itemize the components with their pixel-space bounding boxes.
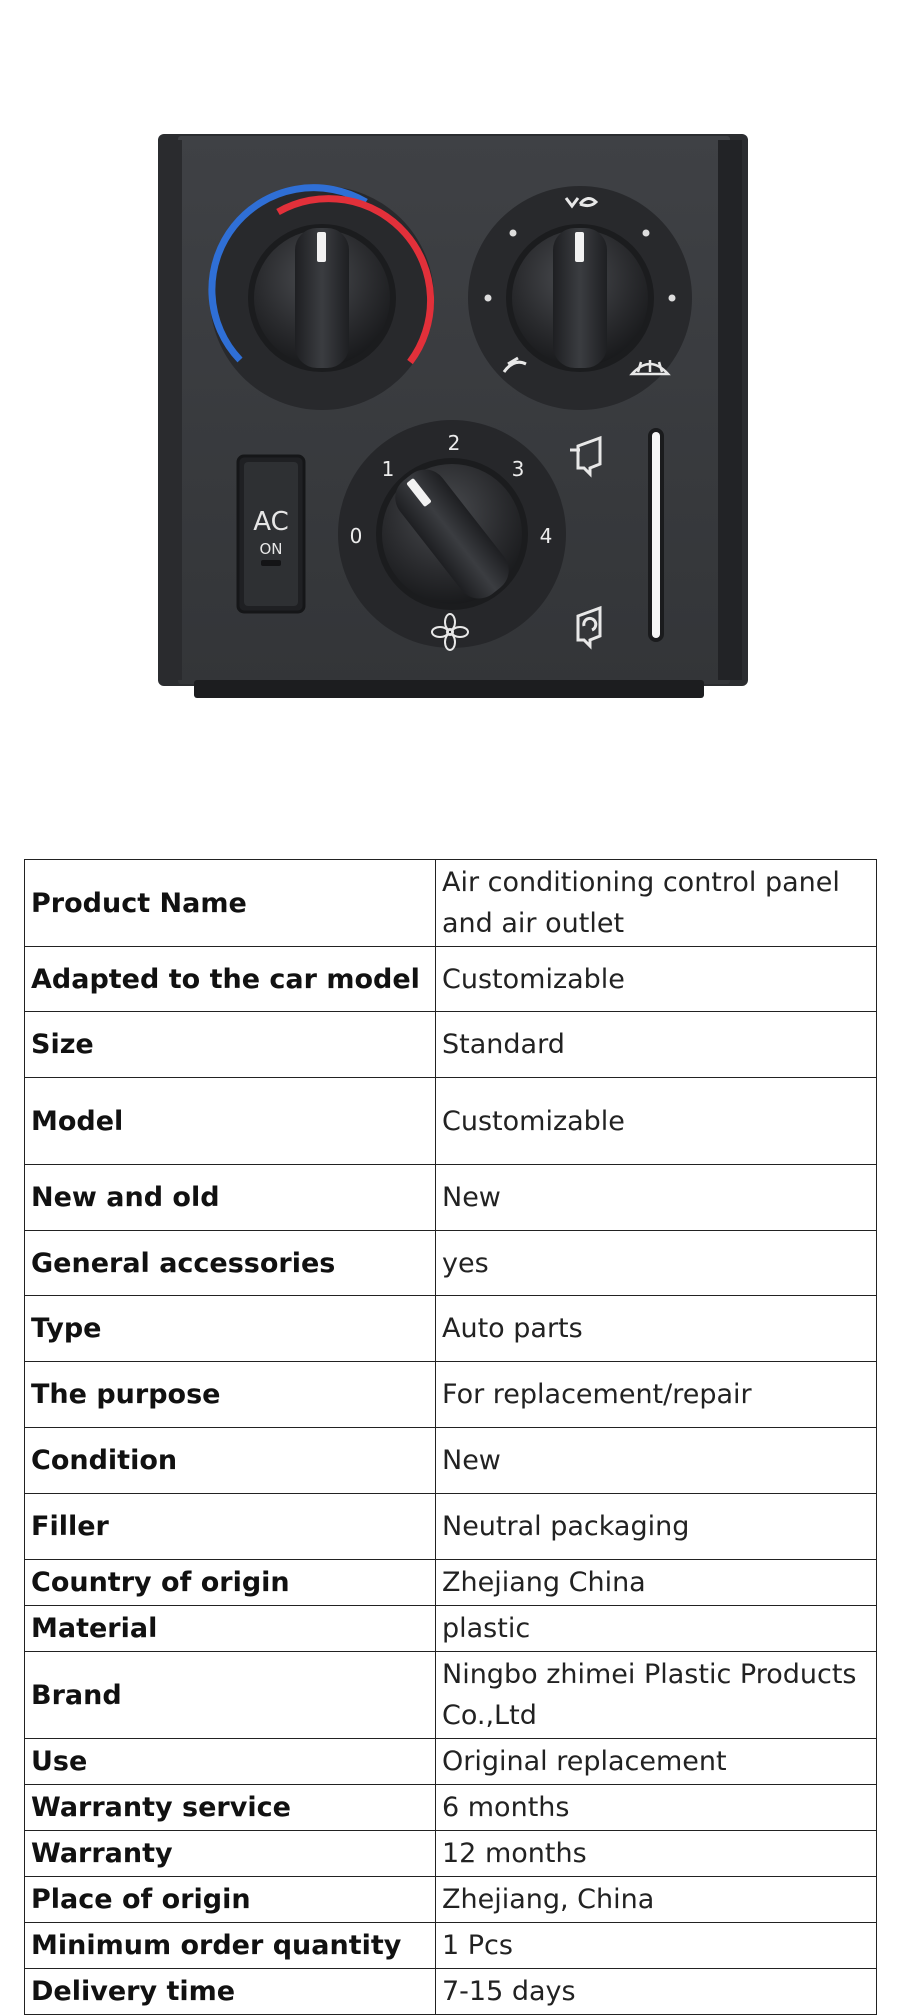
spec-value: Zhejiang, China — [436, 1877, 877, 1923]
spec-key: New and old — [25, 1165, 436, 1231]
ac-button-sublabel: ON — [259, 540, 283, 558]
ac-button[interactable] — [238, 456, 304, 612]
spec-value: 1 Pcs — [436, 1923, 877, 1969]
ac-indicator-led — [261, 560, 281, 566]
spec-row — [25, 860, 877, 947]
spec-value: Customizable — [436, 947, 877, 1012]
product-photo — [0, 0, 902, 780]
fan-scale-2: 2 — [447, 431, 461, 455]
recirculation-slider[interactable] — [648, 428, 664, 642]
spec-row — [25, 1165, 877, 1231]
spec-value: yes — [436, 1231, 877, 1296]
spec-value: Zhejiang China — [436, 1560, 877, 1606]
spec-key: Warranty — [25, 1831, 436, 1877]
air-distribution-knob[interactable] — [468, 186, 692, 410]
spec-row — [25, 1428, 877, 1494]
spec-row — [25, 1606, 877, 1652]
spec-row — [25, 947, 877, 1012]
spec-key: Size — [25, 1012, 436, 1078]
spec-key: Country of origin — [25, 1560, 436, 1606]
spec-value: 12 months — [436, 1831, 877, 1877]
spec-row — [25, 1296, 877, 1362]
fan-scale-0: 0 — [349, 524, 363, 548]
spec-row — [25, 1969, 877, 2015]
spec-value: 6 months — [436, 1785, 877, 1831]
temperature-indicator — [317, 232, 326, 262]
fan-scale-3: 3 — [511, 457, 525, 481]
spec-value: Standard — [436, 1012, 877, 1078]
spec-key: Type — [25, 1296, 436, 1362]
spec-key: Model — [25, 1078, 436, 1165]
spec-row — [25, 1494, 877, 1560]
spec-key: Condition — [25, 1428, 436, 1494]
spec-value: New — [436, 1165, 877, 1231]
spec-value: Ningbo zhimei Plastic Products Co.,Ltd — [436, 1652, 877, 1739]
spec-row — [25, 1231, 877, 1296]
spec-value: 7-15 days — [436, 1969, 877, 2015]
spec-key: Filler — [25, 1494, 436, 1560]
spec-row — [25, 1560, 877, 1606]
spec-key: Brand — [25, 1652, 436, 1739]
spec-key: Adapted to the car model — [25, 947, 436, 1012]
fan-scale-1: 1 — [381, 457, 395, 481]
spec-row — [25, 1785, 877, 1831]
temperature-knob[interactable] — [210, 186, 434, 410]
spec-key: Delivery time — [25, 1969, 436, 2015]
spec-row — [25, 1739, 877, 1785]
spec-value: For replacement/repair — [436, 1362, 877, 1428]
spec-value: Auto parts — [436, 1296, 877, 1362]
spec-table — [24, 859, 877, 2015]
air-distribution-indicator — [575, 232, 584, 262]
spec-key: Place of origin — [25, 1877, 436, 1923]
spec-table-body — [25, 860, 877, 2015]
spec-value: New — [436, 1428, 877, 1494]
spec-key: Warranty service — [25, 1785, 436, 1831]
spec-key: The purpose — [25, 1362, 436, 1428]
spec-key: Material — [25, 1606, 436, 1652]
spec-value: Customizable — [436, 1078, 877, 1165]
spec-row — [25, 1652, 877, 1739]
spec-row — [25, 1362, 877, 1428]
spec-key: Product Name — [25, 860, 436, 947]
spec-value: Original replacement — [436, 1739, 877, 1785]
spec-row — [25, 1078, 877, 1165]
fan-scale-4: 4 — [539, 524, 553, 548]
spec-row — [25, 1831, 877, 1877]
spec-row — [25, 1012, 877, 1078]
spec-value: Air conditioning control panel and air outlet — [436, 860, 877, 947]
spec-key: Minimum order quantity — [25, 1923, 436, 1969]
spec-key: Use — [25, 1739, 436, 1785]
spec-key: General accessories — [25, 1231, 436, 1296]
spec-row — [25, 1923, 877, 1969]
spec-value: plastic — [436, 1606, 877, 1652]
ac-button-label: AC — [253, 507, 289, 537]
spec-value: Neutral packaging — [436, 1494, 877, 1560]
spec-row — [25, 1877, 877, 1923]
